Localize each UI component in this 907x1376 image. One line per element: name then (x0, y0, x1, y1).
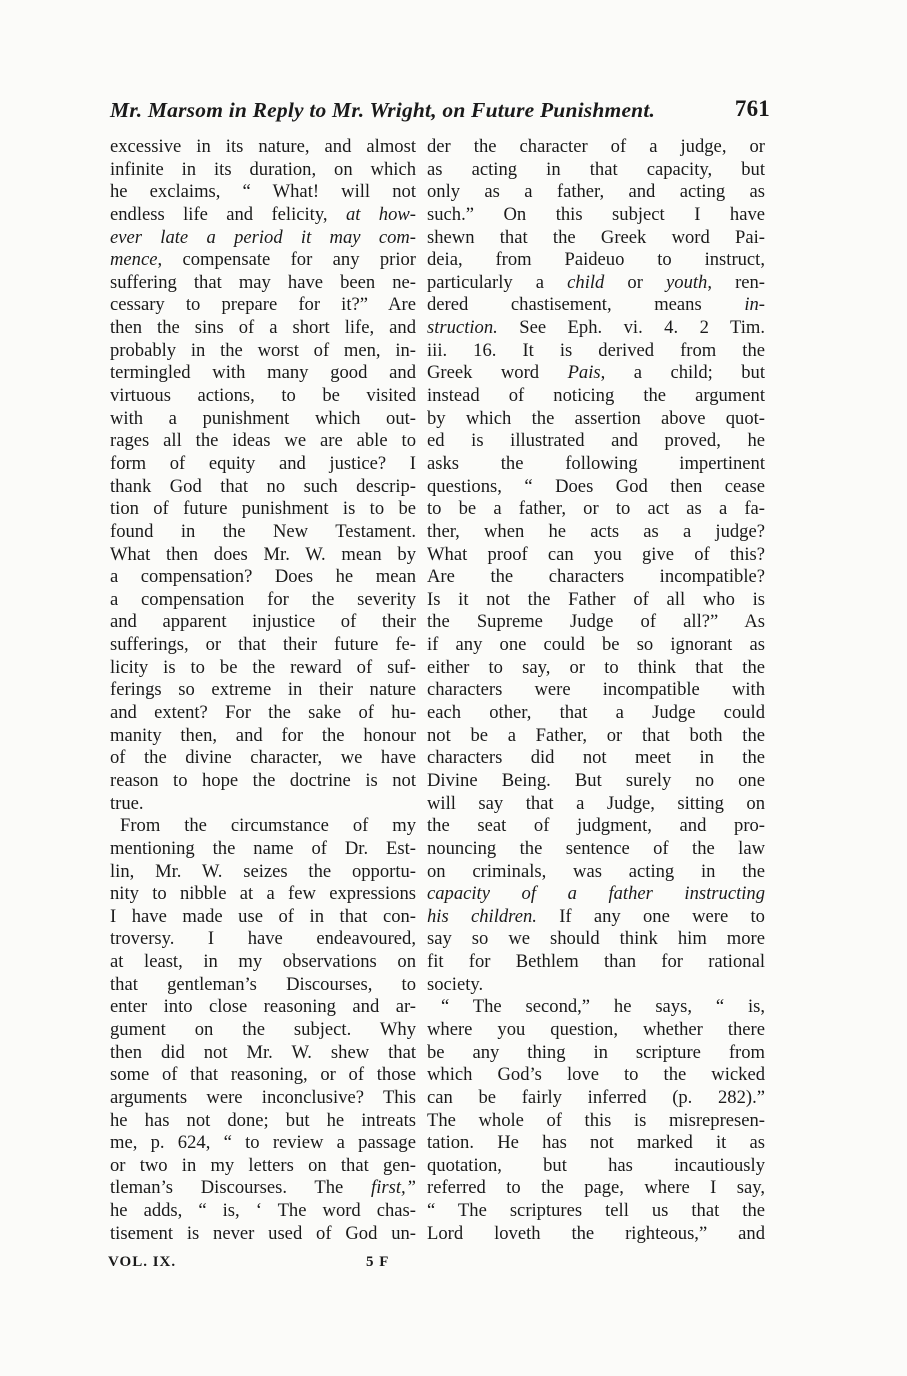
text-line (427, 996, 765, 1019)
text-run: I have made use of in that con- (110, 905, 416, 927)
text-run: gument on the subject. Why (110, 1018, 416, 1040)
text-run: particularly a (427, 271, 568, 293)
text-run: tleman’s Discourses. The (110, 1177, 372, 1199)
text-line (110, 679, 416, 702)
text-run: Divine Being. But surely no one (427, 769, 765, 791)
text-run: quotation, but has incautiously (427, 1154, 765, 1176)
text-line (110, 521, 416, 544)
text-line (427, 861, 765, 884)
text-line (427, 204, 765, 227)
text-run: that gentleman’s Discourses, to (110, 973, 416, 995)
text-line (110, 317, 416, 340)
italic-run: first,” (371, 1177, 416, 1199)
text-run: thank God that no such descrip- (110, 475, 416, 497)
text-run: probably in the worst of men, in- (110, 339, 416, 361)
text-run: tisement is never used of God un- (110, 1222, 416, 1244)
text-line (110, 974, 416, 997)
text-run: instead of noticing the argument (427, 385, 765, 407)
right-text-column (427, 136, 765, 1245)
text-line (427, 136, 765, 159)
text-run: ferings so extreme in their nature (110, 679, 416, 701)
text-line (427, 453, 765, 476)
text-run: where you question, whether there (427, 1018, 765, 1040)
text-run: endless life and felicity, (110, 203, 346, 225)
text-run: troversy. I have endeavoured, (110, 928, 416, 950)
text-run: characters were incompatible with (427, 679, 765, 701)
text-run: will say that a Judge, sitting on (427, 792, 765, 814)
running-title: Mr. Marsom in Reply to Mr. Wright, on Future Punishment. (110, 98, 656, 122)
text-line (427, 702, 765, 725)
text-run: he exclaims, “ What! will not (110, 181, 416, 203)
text-line (110, 589, 416, 612)
text-line (110, 159, 416, 182)
text-line (110, 611, 416, 634)
text-line (427, 793, 765, 816)
italic-run: at how- (345, 203, 416, 225)
text-run: rages all the ideas we are able to (110, 430, 416, 452)
text-run: virtuous actions, to be visited (110, 385, 416, 407)
text-run: tion of future punishment is to be (110, 498, 416, 520)
text-line (427, 159, 765, 182)
text-line (427, 928, 765, 951)
text-run: cessary to prepare for it?” Are (110, 294, 416, 316)
text-run: Greek word (427, 362, 568, 384)
text-line (427, 1064, 765, 1087)
text-line (427, 951, 765, 974)
text-line (427, 1019, 765, 1042)
text-line (427, 589, 765, 612)
text-line (110, 1223, 416, 1246)
text-line (427, 566, 765, 589)
text-line (427, 340, 765, 363)
text-run: form of equity and justice? I (110, 452, 416, 474)
text-run: , a child; but (600, 362, 765, 384)
text-run: each other, that a Judge could (427, 702, 765, 724)
italic-run: youth (666, 271, 708, 293)
text-line (110, 1132, 416, 1155)
text-line (110, 566, 416, 589)
volume-label: VOL. IX. (108, 1254, 177, 1270)
text-line (110, 430, 416, 453)
text-run: a compensation? Does he mean (110, 566, 416, 588)
text-line (427, 634, 765, 657)
text-run: suffering that may have been ne- (110, 271, 416, 293)
text-run: the Supreme Judge of all?” As (427, 611, 765, 633)
text-line (110, 815, 416, 838)
text-run: of the divine character, we have (110, 747, 416, 769)
text-run: fit for Bethlem than for rational (427, 951, 765, 973)
text-run: asks the following impertinent (427, 452, 765, 474)
text-line (427, 657, 765, 680)
text-line (110, 657, 416, 680)
text-line (110, 476, 416, 499)
text-line (110, 928, 416, 951)
text-run: such.” On this subject I have (427, 203, 765, 225)
text-run: me, p. 624, “ to review a passage (110, 1132, 416, 1154)
text-line (110, 1200, 416, 1223)
text-line (427, 227, 765, 250)
italic-run: Pais (567, 362, 601, 384)
text-run: , ren- (707, 271, 765, 293)
text-run: say so we should think him more (427, 928, 765, 950)
text-run: infinite in its duration, on which (110, 158, 416, 180)
text-line (110, 204, 416, 227)
text-line (110, 793, 416, 816)
text-run: on criminals, was acting in the (427, 860, 765, 882)
text-line (110, 838, 416, 861)
text-run: Are the characters incompatible? (427, 566, 765, 588)
text-line (427, 611, 765, 634)
text-run: dered chastisement, means (427, 294, 745, 316)
text-run: See Eph. vi. 4. 2 Tim. (497, 317, 765, 339)
text-line (427, 815, 765, 838)
text-line (110, 770, 416, 793)
text-line (110, 996, 416, 1019)
text-run: if any one could be so ignorant as (427, 634, 765, 656)
text-run: not be a Father, or that both the (427, 724, 765, 746)
text-line (110, 1064, 416, 1087)
text-run: Lord loveth the righteous,” and (427, 1222, 765, 1244)
italic-run: mence (110, 249, 158, 271)
text-run: manity then, and for the honour (110, 724, 416, 746)
running-head (110, 96, 770, 128)
text-run: termingled with many good and (110, 362, 416, 384)
text-run: arguments were inconclusive? This (110, 1086, 416, 1108)
text-line (427, 770, 765, 793)
text-run: characters did not meet in the (427, 747, 765, 769)
text-run: found in the New Testament. (110, 520, 416, 542)
text-run: can be fairly inferred (p. 282).” (427, 1086, 765, 1108)
signature-mark: 5 F (366, 1254, 390, 1270)
text-run: What then does Mr. W. mean by (110, 543, 416, 565)
text-run: excessive in its nature, and almost (110, 136, 416, 157)
text-run: at least, in my observations on (110, 951, 416, 973)
text-run: he adds, “ is, ‘ The word chas- (110, 1200, 416, 1222)
page-number: 761 (734, 96, 770, 121)
text-run: as acting in that capacity, but (427, 158, 765, 180)
text-run: questions, “ Does God then cease (427, 475, 765, 497)
text-run: society. (427, 973, 484, 995)
italic-run: his children. (427, 905, 537, 927)
text-line (427, 181, 765, 204)
text-line (110, 951, 416, 974)
text-line (110, 883, 416, 906)
page-footer (108, 1254, 408, 1278)
text-line (427, 1155, 765, 1178)
text-line (110, 1042, 416, 1065)
text-line (110, 385, 416, 408)
text-run: What proof can you give of this? (427, 543, 765, 565)
text-line (110, 634, 416, 657)
text-run: If any one were to (536, 905, 765, 927)
text-line (110, 861, 416, 884)
text-run: and extent? For the sake of hu- (110, 702, 416, 724)
text-line (110, 1019, 416, 1042)
text-run: nouncing the sentence of the law (427, 837, 765, 859)
text-line (427, 747, 765, 770)
text-run: the seat of judgment, and pro- (427, 815, 765, 837)
text-line (110, 249, 416, 272)
italic-run: ever late a period it may com- (110, 226, 416, 248)
text-line (427, 272, 765, 295)
text-line (110, 453, 416, 476)
text-line (110, 136, 416, 159)
text-line (427, 385, 765, 408)
text-run: ed is illustrated and proved, he (427, 430, 765, 452)
text-line (427, 838, 765, 861)
text-run: licity is to be the reward of suf- (110, 656, 416, 678)
text-line (110, 544, 416, 567)
text-run: From the circumstance of my (120, 815, 416, 837)
text-run: then did not Mr. W. shew that (110, 1041, 416, 1063)
text-run: referred to the page, where I say, (427, 1177, 765, 1199)
text-line (110, 1177, 416, 1200)
text-line (110, 747, 416, 770)
text-run: reason to hope the doctrine is not (110, 769, 416, 791)
text-line (110, 408, 416, 431)
text-line (427, 408, 765, 431)
text-line (110, 227, 416, 250)
text-line (110, 1110, 416, 1133)
italic-run: capacity of a father instructing (427, 883, 765, 905)
text-line (110, 906, 416, 929)
italic-run: struction. (427, 317, 498, 339)
text-line (427, 476, 765, 499)
text-run: deia, from Paideuo to instruct, (427, 249, 765, 271)
text-line (110, 181, 416, 204)
text-run: or (604, 271, 667, 293)
text-run: “ The scriptures tell us that the (427, 1200, 765, 1222)
text-line (110, 1087, 416, 1110)
italic-run: child (567, 271, 605, 293)
italic-run: in- (744, 294, 765, 316)
text-run: a compensation for the severity (110, 588, 416, 610)
text-run: iii. 16. It is derived from the (427, 339, 765, 361)
text-run: only as a father, and acting as (427, 181, 765, 203)
text-line (427, 1223, 765, 1246)
text-line (110, 362, 416, 385)
text-run: Is it not the Father of all who is (427, 588, 765, 610)
text-line (110, 272, 416, 295)
text-line (427, 725, 765, 748)
text-run: tation. He has not marked it as (427, 1132, 765, 1154)
text-line (427, 544, 765, 567)
left-text-column (110, 136, 416, 1245)
text-line (427, 1177, 765, 1200)
text-run: either to say, or to think that the (427, 656, 765, 678)
text-line (427, 906, 765, 929)
text-line (110, 702, 416, 725)
text-line (427, 521, 765, 544)
text-line (427, 1042, 765, 1065)
text-run: or two in my letters on that gen- (110, 1154, 416, 1176)
text-run: lin, Mr. W. seizes the opportu- (110, 860, 416, 882)
text-line (427, 1087, 765, 1110)
text-line (427, 249, 765, 272)
text-run: nity to nibble at a few expressions (110, 883, 416, 905)
text-run: and apparent injustice of their (110, 611, 416, 633)
text-run: true. (110, 792, 144, 814)
text-run: The whole of this is misrepresen- (427, 1109, 765, 1131)
text-run: enter into close reasoning and ar- (110, 996, 416, 1018)
text-run: der the character of a judge, or (427, 136, 765, 157)
text-line (110, 1155, 416, 1178)
text-line (110, 294, 416, 317)
text-line (427, 1110, 765, 1133)
text-run: which God’s love to the wicked (427, 1064, 765, 1086)
text-line (110, 725, 416, 748)
text-line (427, 679, 765, 702)
text-line (427, 883, 765, 906)
text-run: then the sins of a short life, and (110, 317, 416, 339)
text-run: be any thing in scripture from (427, 1041, 765, 1063)
text-run: mentioning the name of Dr. Est- (110, 837, 416, 859)
text-line (427, 498, 765, 521)
text-run: he has not done; but he intreats (110, 1109, 416, 1131)
text-line (110, 340, 416, 363)
text-run: ther, when he acts as a judge? (427, 520, 765, 542)
text-line (427, 430, 765, 453)
text-run: “ The second,” he says, “ is, (441, 996, 765, 1018)
text-run: to be a father, or to act as a fa- (427, 498, 765, 520)
text-run: by which the assertion above quot- (427, 407, 765, 429)
text-line (427, 317, 765, 340)
text-line (427, 974, 765, 997)
text-line (427, 1200, 765, 1223)
text-line (427, 1132, 765, 1155)
text-line (427, 294, 765, 317)
text-run: , compensate for any prior (157, 249, 416, 271)
text-run: some of that reasoning, or of those (110, 1064, 416, 1086)
text-line (110, 498, 416, 521)
text-run: sufferings, or that their future fe- (110, 634, 416, 656)
text-run: with a punishment which out- (110, 407, 416, 429)
text-run: shewn that the Greek word Pai- (427, 226, 765, 248)
text-line (427, 362, 765, 385)
